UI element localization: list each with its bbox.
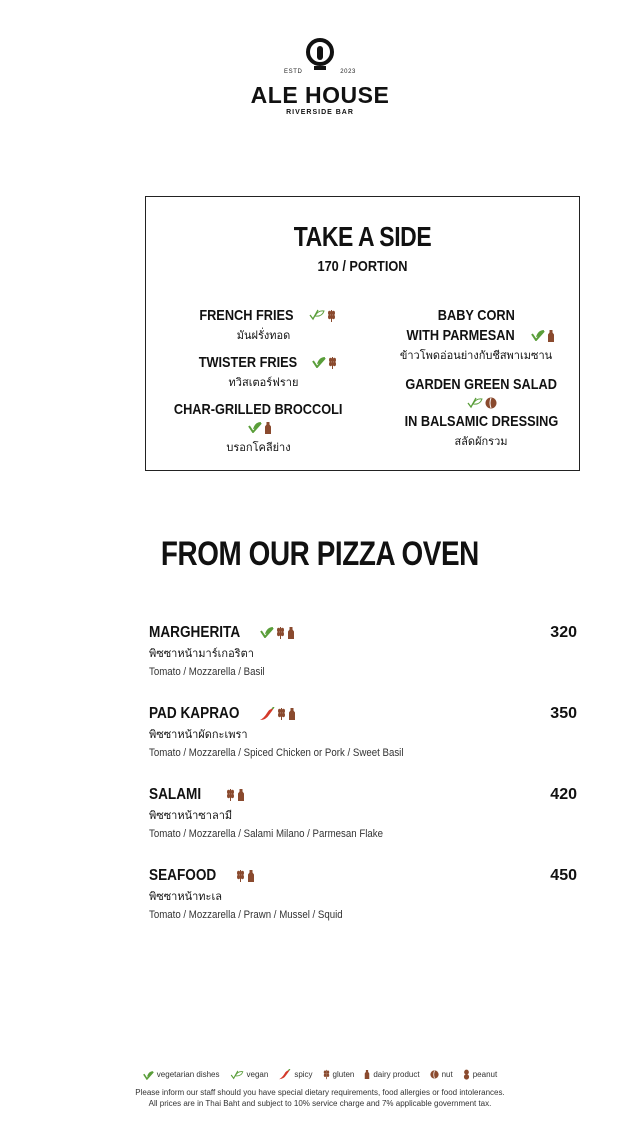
logo-mark [270, 38, 370, 80]
side-item-twister-fries [166, 354, 361, 391]
gluten-icon [277, 707, 286, 721]
side-item-name: GARDEN GREEN SALAD [405, 376, 557, 393]
legend-label: peanut [472, 1070, 498, 1079]
pizza-price: 320 [550, 624, 577, 641]
dietary-icons [236, 869, 255, 883]
side-item-thai: มันฝรั่งทอด [236, 329, 291, 342]
gluten-icon [323, 1069, 330, 1080]
side-item-thai: บรอกโคลีย่าง [226, 441, 291, 454]
pizza-thai: พิซซาหน้าทะเล [149, 890, 222, 903]
side-item-baby-corn [386, 307, 566, 364]
logo-estd: ESTD [284, 69, 303, 75]
gluten-icon [327, 309, 336, 323]
side-item-thai: ทวิสเตอร์ฟราย [228, 376, 299, 389]
legend-item-vegetarian [143, 1069, 220, 1080]
pizza-thai: พิซซาหน้ามาร์เกอริตา [149, 647, 254, 660]
logo [0, 38, 640, 116]
pizza-name: SEAFOOD [149, 867, 217, 884]
side-subtitle: 170 / PORTION [317, 258, 408, 275]
side-item-name: CHAR-GRILLED BROCCOLI [174, 401, 343, 418]
side-item-char-grilled-broccoli [146, 401, 371, 456]
gluten-icon [328, 356, 337, 370]
ale-house-emblem-icon [304, 38, 336, 72]
peanut-icon [463, 1069, 470, 1080]
spicy-icon [278, 1069, 291, 1080]
legend-item-nut [430, 1069, 453, 1080]
pizza-item-seafood [149, 867, 577, 923]
vegan-icon [467, 397, 483, 409]
legend-label: spicy [294, 1070, 313, 1079]
pizza-name: PAD KAPRAO [149, 705, 240, 722]
dietary-icons [260, 626, 295, 640]
dietary-icons [248, 421, 272, 435]
side-item-garden-green-salad [386, 376, 576, 450]
legend-label: vegan [246, 1070, 269, 1079]
dairy-icon [364, 1069, 370, 1080]
legend-item-peanut [463, 1069, 497, 1080]
pizza-thai: พิซซาหน้าซาลามี [149, 809, 233, 822]
pizza-heading-text: FROM OUR PIZZA OVEN [160, 535, 479, 573]
side-item-thai: สลัดผักรวม [454, 435, 508, 448]
dietary-icons [467, 397, 497, 409]
side-item-french-fries [166, 307, 361, 344]
pizza-description: Tomato / Mozzarella / Basil [149, 666, 265, 678]
legend-item-vegan [230, 1069, 269, 1080]
side-item-name: FRENCH FRIES [199, 307, 294, 324]
vegetarian-icon [260, 626, 274, 638]
pizza-description: Tomato / Mozzarella / Salami Milano / Parmesan Flake [149, 828, 384, 840]
price-note: All prices are in Thai Baht and subject to 10% service charge and 7% applicable government tax. [148, 1099, 492, 1108]
dairy-icon [237, 788, 245, 802]
vegetarian-icon [531, 329, 545, 341]
legend-item-spicy [278, 1069, 312, 1080]
pizza-item-pad-kaprao [149, 705, 577, 761]
pizza-name: MARGHERITA [149, 624, 241, 641]
gluten-icon [276, 626, 285, 640]
dietary-legend [0, 1069, 640, 1080]
legend-label: nut [441, 1070, 453, 1079]
legend-label: vegetarian dishes [156, 1070, 220, 1079]
nut-icon [485, 397, 497, 409]
pizza-price: 350 [550, 705, 577, 722]
dairy-icon [287, 626, 295, 640]
vegetarian-icon [248, 421, 262, 433]
gluten-icon [236, 869, 245, 883]
side-item-name: BABY CORN [437, 307, 515, 324]
pizza-item-salami [149, 786, 577, 842]
allergy-note: Please inform our staff should you have special dietary requirements, food allergies or food intolerances. [135, 1088, 505, 1097]
pizza-description: Tomato / Mozzarella / Spiced Chicken or Pork / Sweet Basil [149, 747, 404, 759]
pizza-price: 420 [550, 786, 577, 803]
vegetarian-icon [143, 1070, 154, 1080]
side-title: TAKE A SIDE [293, 221, 432, 252]
vegetarian-icon [312, 356, 326, 368]
gluten-icon [226, 788, 235, 802]
dietary-icons [226, 788, 245, 802]
legend-item-dairy [364, 1069, 419, 1080]
dietary-icons [309, 309, 336, 323]
dairy-icon [547, 329, 555, 343]
side-item-name-line2: IN BALSAMIC DRESSING [404, 413, 558, 430]
dietary-icons [312, 356, 337, 370]
nut-icon [430, 1070, 439, 1079]
dairy-icon [264, 421, 272, 435]
pizza-description: Tomato / Mozzarella / Prawn / Mussel / Squid [149, 909, 343, 921]
dietary-icons [259, 707, 296, 721]
pizza-price: 450 [550, 867, 577, 884]
dietary-icons [531, 329, 555, 343]
vegan-icon [309, 309, 325, 321]
legend-item-gluten [323, 1069, 355, 1080]
pizza-heading [0, 535, 640, 574]
pizza-name: SALAMI [149, 786, 202, 803]
logo-name: ALE HOUSE [250, 82, 390, 108]
dairy-icon [247, 869, 255, 883]
side-item-name: TWISTER FRIES [198, 354, 297, 371]
logo-year: 2023 [340, 69, 356, 75]
legend-label: gluten [332, 1070, 355, 1079]
take-a-side-box [145, 196, 580, 471]
pizza-thai: พิซซาหน้าผัดกะเพรา [149, 728, 248, 741]
legend-label: dairy product [373, 1070, 420, 1079]
pizza-item-margherita [149, 624, 577, 680]
vegan-icon [230, 1070, 244, 1080]
side-item-thai: ข้าวโพดอ่อนย่างกับชีสพาเมซาน [399, 349, 553, 362]
dairy-icon [288, 707, 296, 721]
side-item-name-line2: WITH PARMESAN [406, 327, 515, 344]
logo-subtitle: RIVERSIDE BAR [286, 109, 354, 116]
spicy-icon [259, 707, 275, 721]
